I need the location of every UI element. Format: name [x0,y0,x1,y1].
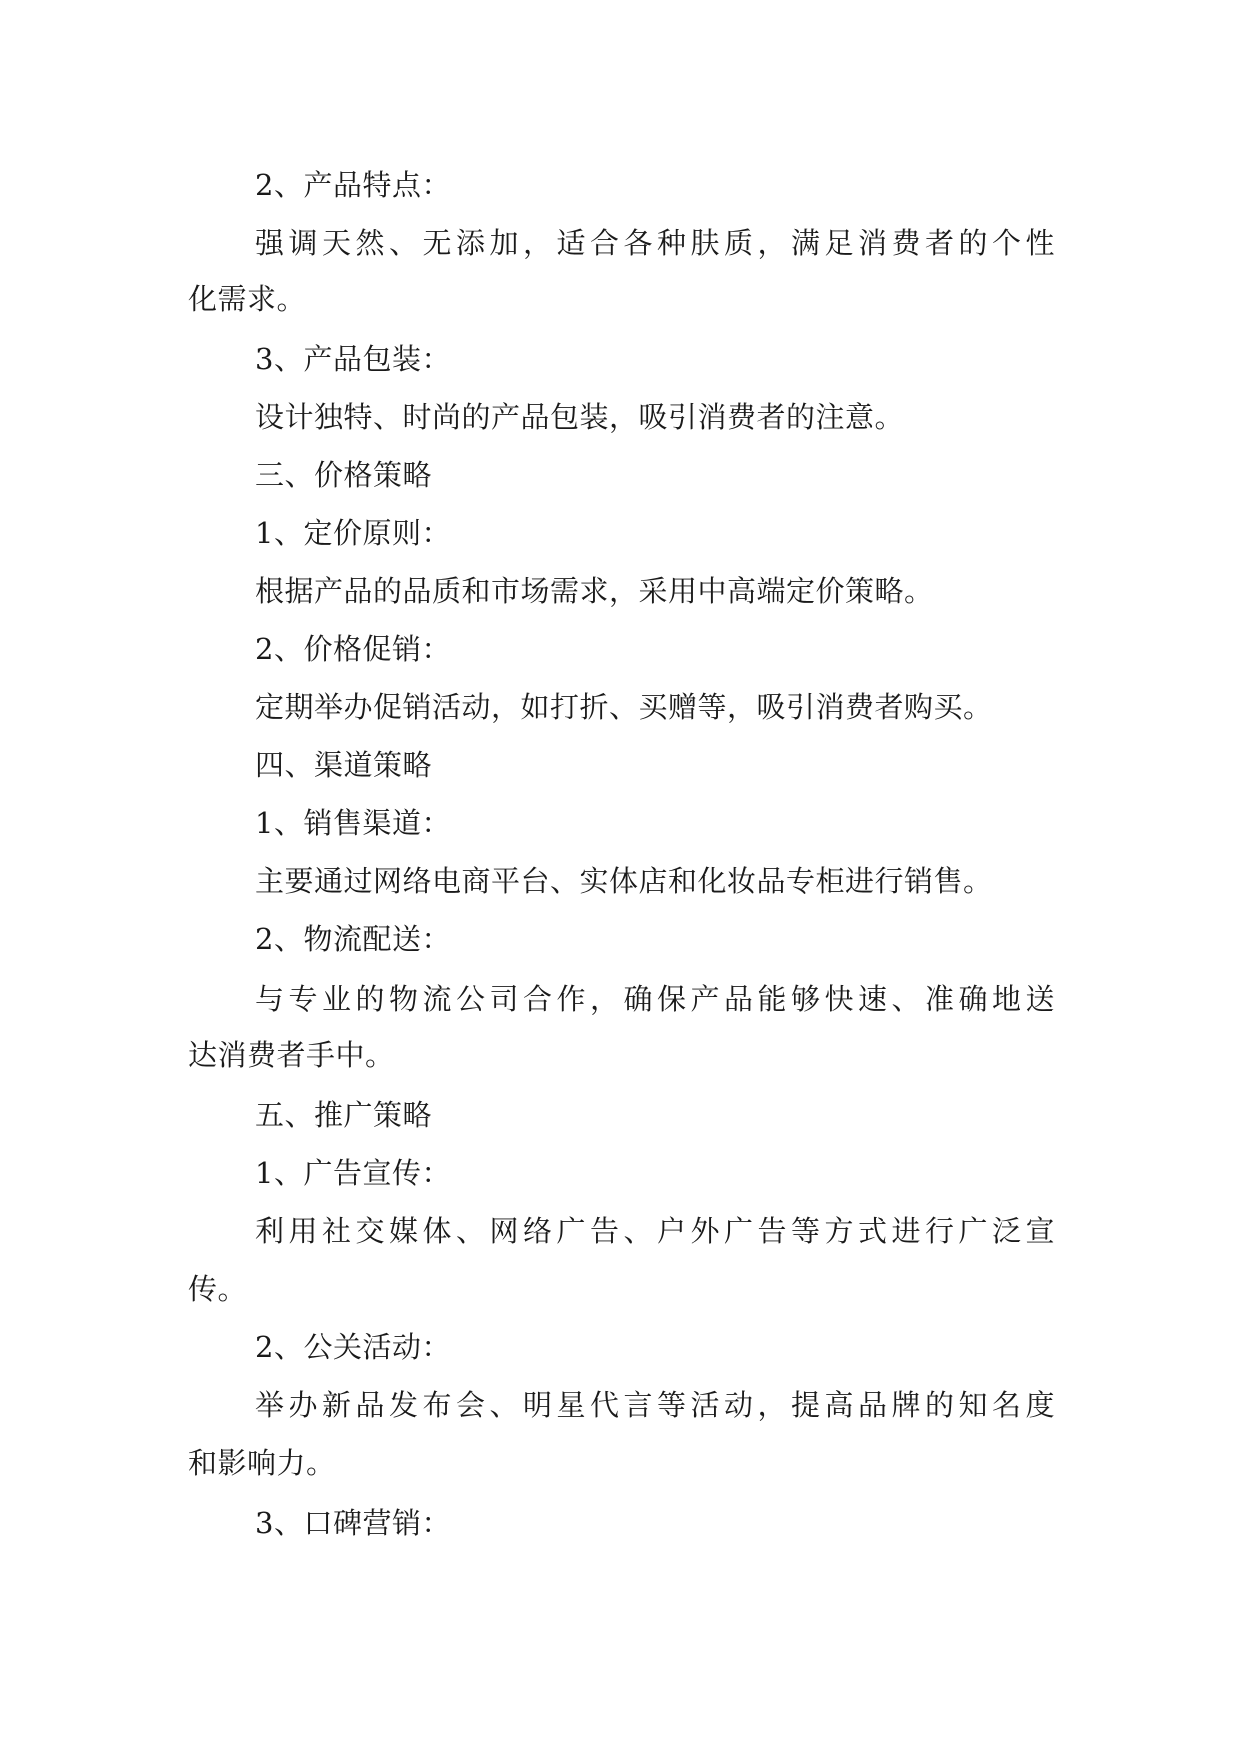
paragraph-line: 传。 [188,1272,248,1306]
section-heading-channels: 四、渠道策略 [255,748,433,782]
subheading-public-relations: 2、公关活动： [255,1330,451,1364]
paragraph-line: 与专业的物流公司合作，确保产品能够快速、准确地送 [255,982,1055,1016]
paragraph-line: 定期举办促销活动，如打折、买赠等，吸引消费者购买。 [255,690,993,724]
paragraph-line: 和影响力。 [188,1446,336,1480]
subheading-sales-channels: 1、销售渠道： [255,806,451,840]
paragraph-line: 举办新品发布会、明星代言等活动，提高品牌的知名度 [255,1388,1055,1422]
paragraph-line: 达消费者手中。 [188,1038,395,1072]
section-heading-pricing: 三、价格策略 [255,458,433,492]
paragraph-line: 设计独特、时尚的产品包装，吸引消费者的注意。 [255,400,905,434]
subheading-word-of-mouth: 3、口碑营销： [255,1506,451,1540]
paragraph-line: 主要通过网络电商平台、实体店和化妆品专柜进行销售。 [255,864,993,898]
paragraph-line: 利用社交媒体、网络广告、户外广告等方式进行广泛宣 [255,1214,1055,1248]
paragraph-line: 强调天然、无添加，适合各种肤质，满足消费者的个性 [255,226,1055,260]
section-heading-promotion: 五、推广策略 [255,1098,433,1132]
paragraph-line: 根据产品的品质和市场需求，采用中高端定价策略。 [255,574,934,608]
subheading-price-promotion: 2、价格促销： [255,632,451,666]
subheading-product-packaging: 3、产品包装： [255,342,451,376]
subheading-product-features: 2、产品特点： [255,168,451,202]
subheading-logistics: 2、物流配送： [255,922,451,956]
subheading-pricing-principle: 1、定价原则： [255,516,451,550]
paragraph-line: 化需求。 [188,282,307,316]
subheading-advertising: 1、广告宣传： [255,1156,451,1190]
